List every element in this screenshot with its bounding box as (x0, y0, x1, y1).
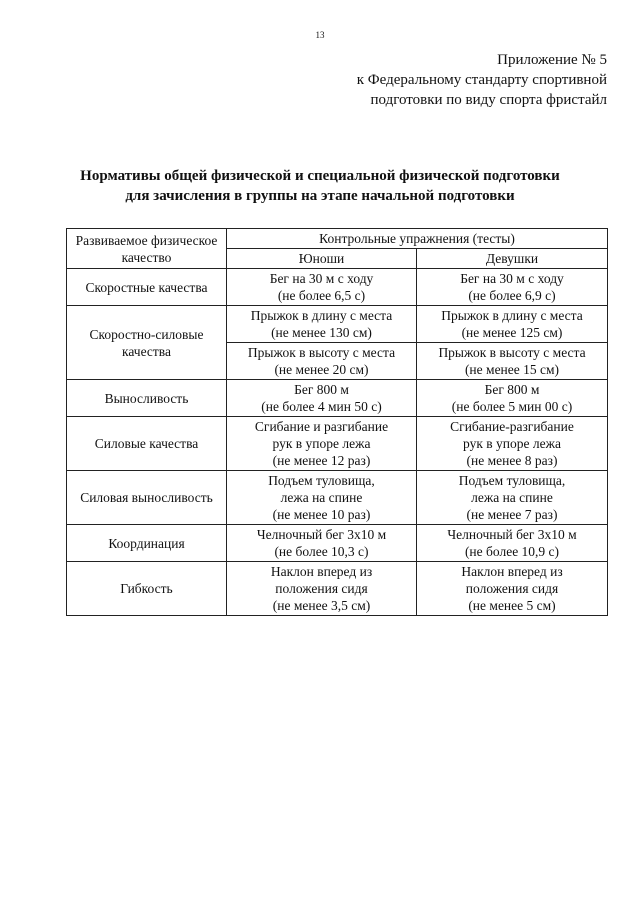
cell-line: Наклон вперед из (461, 564, 563, 579)
boys-cell (227, 306, 417, 343)
cell-line: Прыжок в длину с места (250, 308, 393, 323)
cell-line: Челночный бег 3х10 м (256, 527, 387, 542)
cell-line: (не менее 20 см) (274, 362, 369, 377)
girls-cell (417, 269, 608, 306)
boys-cell (227, 525, 417, 562)
girls-cell (417, 471, 608, 525)
table-row (67, 306, 608, 343)
cell-line: положения сидя (275, 581, 368, 596)
table-row (67, 269, 608, 306)
header-tests: Контрольные упражнения (тесты) (227, 229, 608, 249)
cell-line: (не более 10,3 с) (274, 544, 369, 559)
table-row (67, 562, 608, 616)
girls-cell (417, 525, 608, 562)
cell-line: Подъем туловища, (458, 473, 566, 488)
page-number: 13 (315, 30, 325, 40)
appendix-line: Приложение № 5 (497, 52, 607, 68)
cell-line: (не менее 12 раз) (272, 453, 371, 468)
cell-line: (не более 5 мин 00 с) (451, 399, 573, 414)
cell-line: Сгибание и разгибание (254, 419, 389, 434)
cell-line: (не более 10,9 с) (464, 544, 560, 559)
boys-cell (227, 562, 417, 616)
table-row (67, 380, 608, 417)
boys-cell (227, 343, 417, 380)
cell-line: Подъем туловища, (268, 473, 375, 488)
cell-line: (не менее 3,5 см) (272, 598, 371, 613)
cell-line: (не менее 130 см) (271, 325, 372, 340)
cell-line: лежа на спине (471, 490, 553, 505)
cell-line: рук в упоре лежа (272, 436, 371, 451)
cell-line: Прыжок в высоту с места (438, 345, 586, 360)
girls-cell (417, 562, 608, 616)
quality-cell: Скоростно-силовые качества (67, 306, 227, 380)
cell-line: Челночный бег 3х10 м (447, 527, 577, 542)
document-title-line: Нормативы общей физической и специальной физической подготовки (80, 168, 560, 184)
cell-line: Прыжок в длину с места (441, 308, 583, 323)
cell-line: Сгибание-разгибание (450, 419, 574, 434)
quality-cell: Силовая выносливость (67, 471, 227, 525)
boys-cell (227, 471, 417, 525)
header-girls: Девушки (417, 249, 608, 269)
appendix-note (357, 50, 607, 110)
cell-line: (не более 4 мин 50 с) (261, 399, 382, 414)
cell-line: Прыжок в высоту с места (247, 345, 396, 360)
cell-line: Наклон вперед из (270, 564, 373, 579)
quality-cell: Скоростные качества (67, 269, 227, 306)
table-row (67, 417, 608, 471)
cell-line: (не менее 7 раз) (466, 507, 558, 522)
header-quality: Развиваемое физическое качество (67, 229, 227, 269)
table-row (67, 471, 608, 525)
cell-line: Бег на 30 м с ходу (460, 271, 564, 286)
girls-cell (417, 380, 608, 417)
cell-line: (не менее 10 раз) (272, 507, 371, 522)
cell-line: Бег на 30 м с ходу (269, 271, 374, 286)
quality-cell: Силовые качества (67, 417, 227, 471)
cell-line: Бег 800 м (484, 382, 540, 397)
document-title-line: для зачисления в группы на этапе начальной подготовки (125, 188, 515, 204)
cell-line: (не менее 8 раз) (466, 453, 558, 468)
boys-cell (227, 380, 417, 417)
header-boys: Юноши (227, 249, 417, 269)
cell-line: (не более 6,5 с) (277, 288, 366, 303)
norms-table (66, 228, 608, 616)
quality-cell: Выносливость (67, 380, 227, 417)
document-title (0, 166, 640, 206)
appendix-line: подготовки по виду спорта фристайл (370, 92, 607, 108)
cell-line: (не менее 125 см) (461, 325, 563, 340)
cell-line: (не менее 5 см) (468, 598, 556, 613)
girls-cell (417, 343, 608, 380)
boys-cell (227, 269, 417, 306)
cell-line: (не более 6,9 с) (468, 288, 556, 303)
boys-cell (227, 417, 417, 471)
cell-line: Бег 800 м (294, 382, 349, 397)
girls-cell (417, 306, 608, 343)
cell-line: лежа на спине (280, 490, 363, 505)
table-row (67, 525, 608, 562)
cell-line: рук в упоре лежа (463, 436, 561, 451)
quality-cell: Гибкость (67, 562, 227, 616)
appendix-line: к Федеральному стандарту спортивной (356, 72, 607, 88)
cell-line: положения сидя (465, 581, 559, 596)
quality-cell: Координация (67, 525, 227, 562)
cell-line: (не менее 15 см) (464, 362, 560, 377)
girls-cell (417, 417, 608, 471)
table-header-row (67, 229, 608, 249)
